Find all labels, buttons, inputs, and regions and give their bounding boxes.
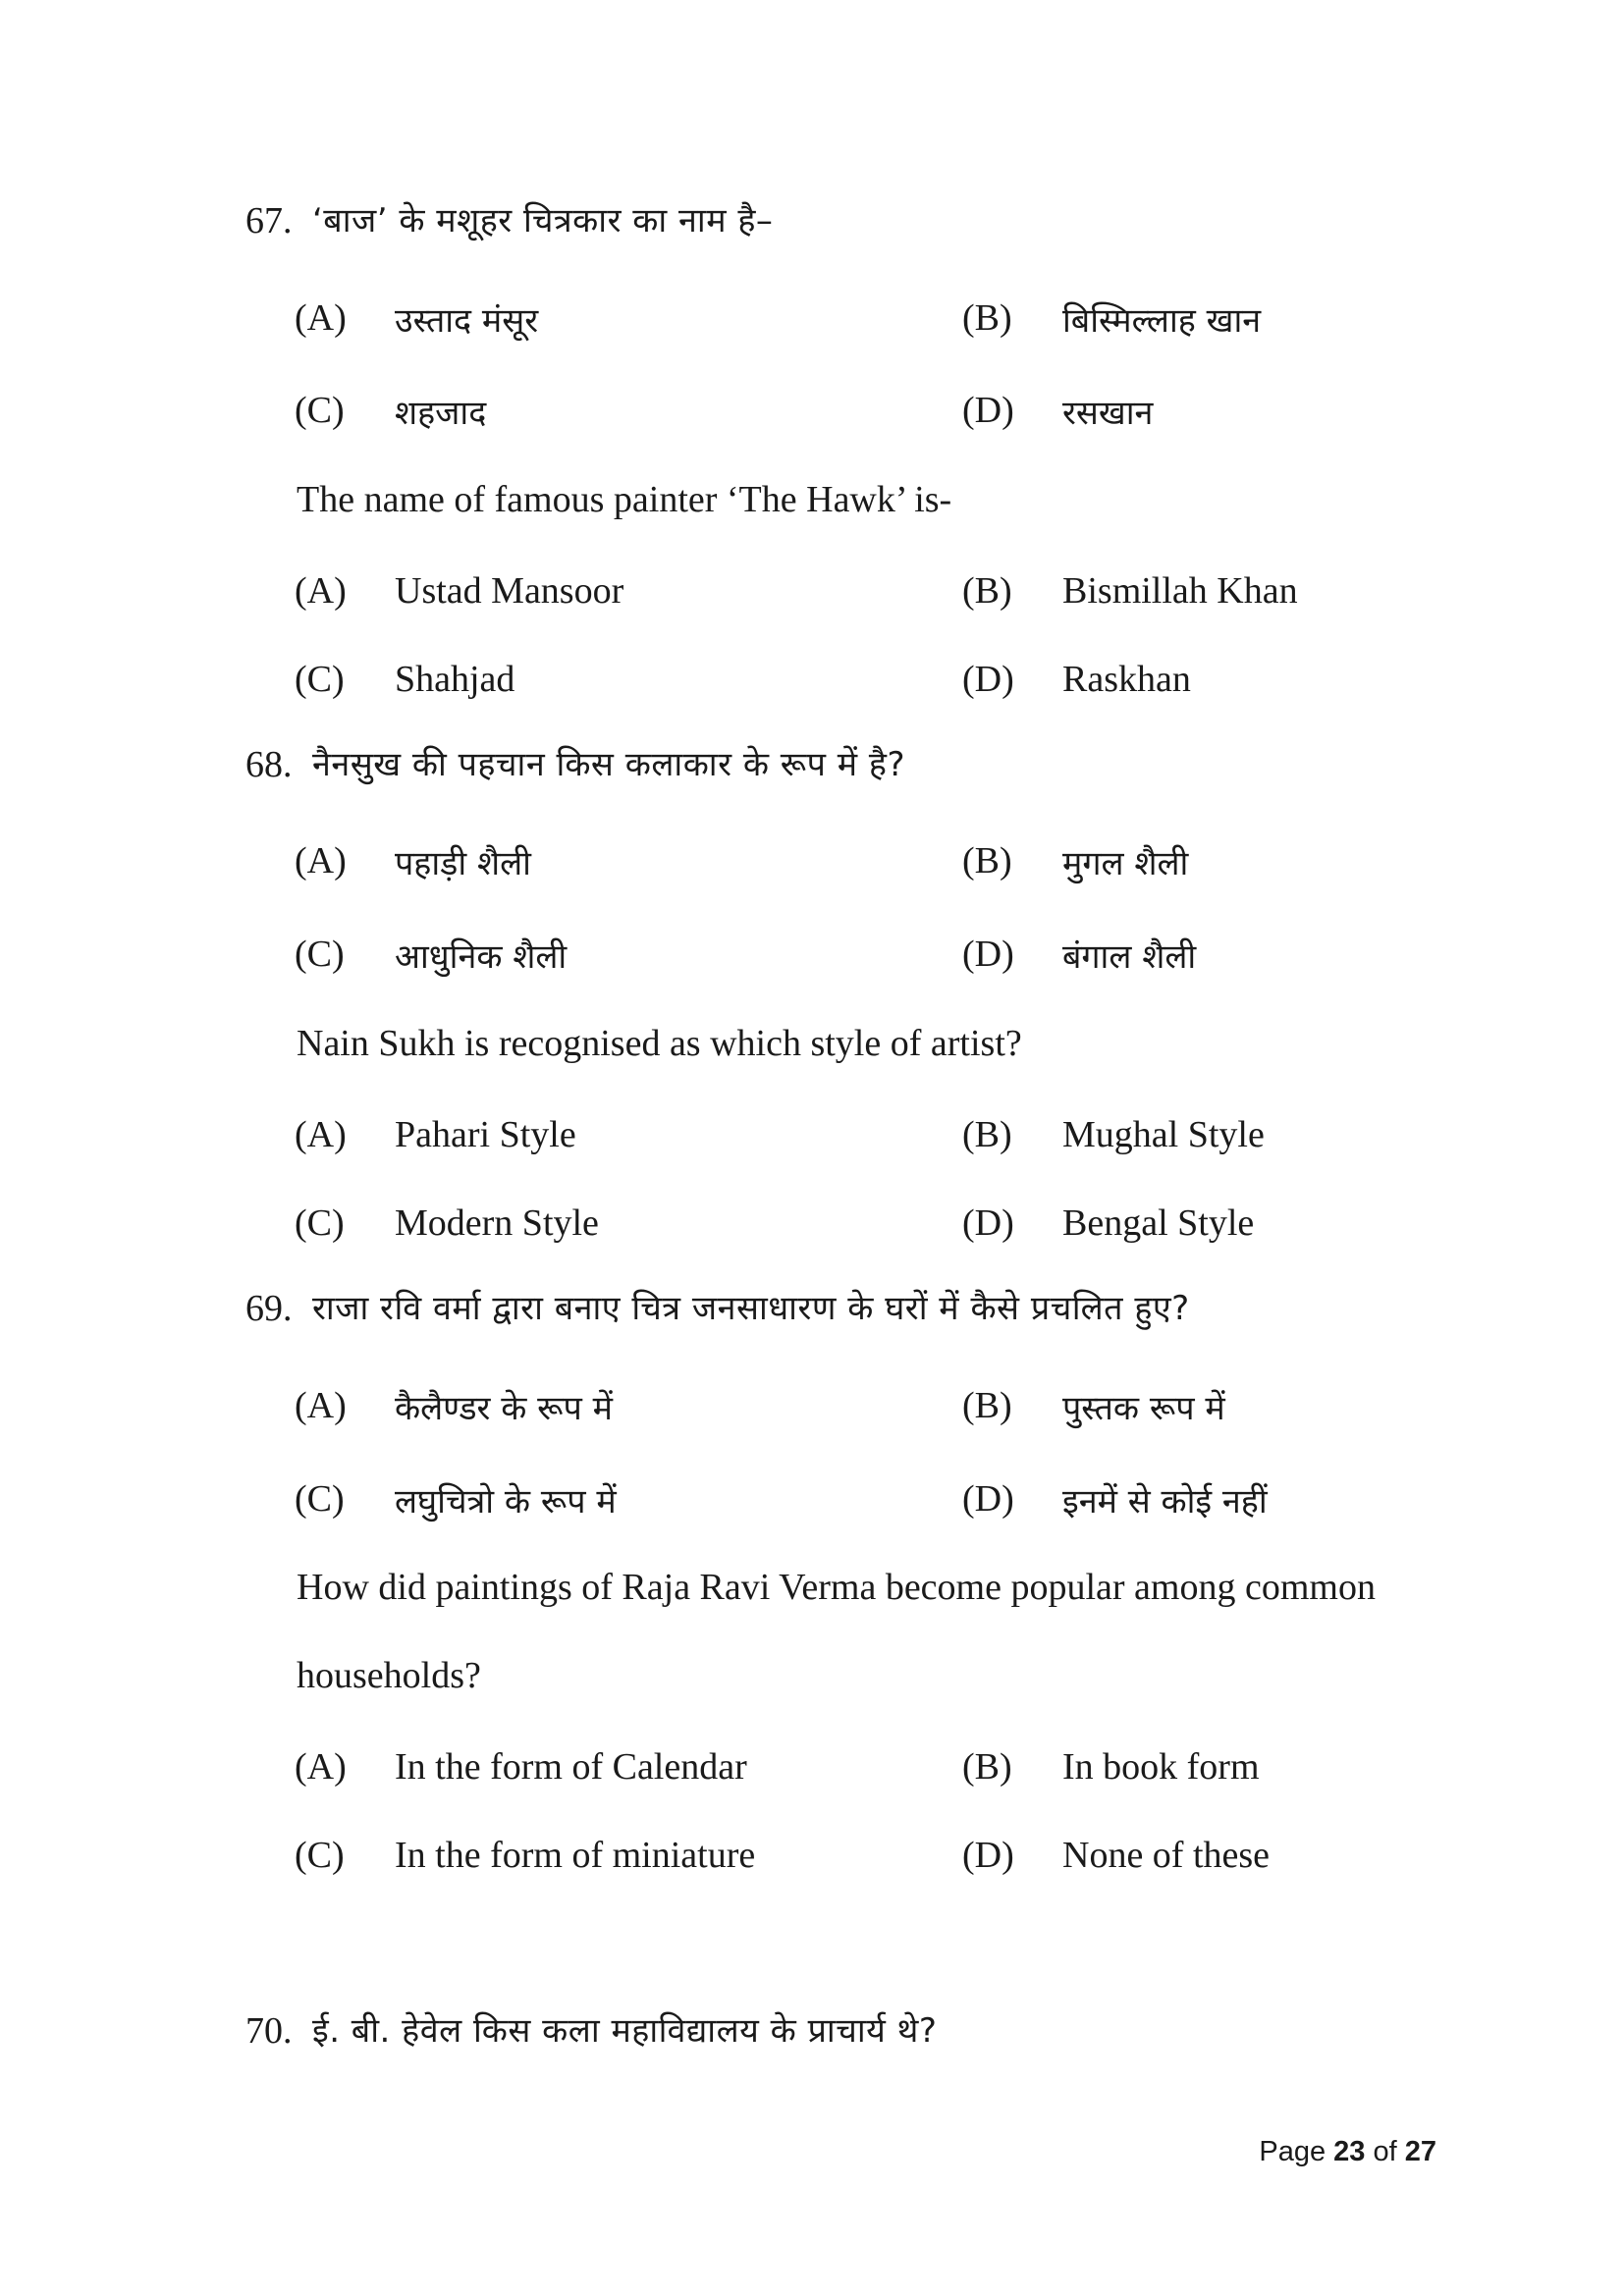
question-text-english: The name of famous painter ‘The Hawk’ is- — [297, 479, 952, 520]
question-text-hindi: ई. बी. हेवेल किस कला महाविद्यालय के प्राचार्य थे? — [312, 2011, 938, 2051]
option-text-hindi: आधुनिक शैली — [395, 937, 568, 977]
option-label: (A) — [295, 1746, 347, 1788]
option-label: (A) — [295, 840, 347, 881]
option-text-hindi: मुगल शैली — [1062, 844, 1189, 883]
question-number: 69. — [245, 1288, 293, 1329]
option-label: (D) — [962, 659, 1014, 700]
option-label: (D) — [962, 390, 1014, 431]
option-label: (D) — [962, 1202, 1014, 1244]
option-text-hindi: इनमें से कोई नहीं — [1062, 1482, 1268, 1522]
option-label: (A) — [295, 570, 347, 612]
option-text-english: Shahjad — [395, 659, 515, 700]
option-label: (A) — [295, 1385, 347, 1426]
current-page-number: 23 — [1333, 2136, 1366, 2167]
question-text-english: How did paintings of Raja Ravi Verma become popular among common — [297, 1567, 1376, 1608]
option-text-hindi: बंगाल शैली — [1062, 937, 1197, 977]
option-label: (D) — [962, 1478, 1014, 1520]
option-text-english: In the form of miniature — [395, 1835, 756, 1876]
question-text-hindi: राजा रवि वर्मा द्वारा बनाए चित्र जनसाधारण के घरों में कैसे प्रचलित हुए? — [312, 1289, 1190, 1328]
option-label: (D) — [962, 1835, 1014, 1876]
of-word: of — [1373, 2136, 1397, 2167]
question-text-hindi: ‘बाज’ के मशूहर चित्रकार का नाम है– — [312, 201, 774, 240]
option-text-english: Pahari Style — [395, 1114, 576, 1155]
option-label: (C) — [295, 390, 345, 431]
option-text-hindi: पहाड़ी शैली — [395, 844, 531, 883]
option-text-english: In the form of Calendar — [395, 1746, 747, 1788]
question-text-hindi: नैनसुख की पहचान किस कलाकार के रूप में है? — [312, 745, 906, 784]
option-text-english: Modern Style — [395, 1202, 599, 1244]
question-number: 70. — [245, 2010, 293, 2052]
option-text-hindi: पुस्तक रूप में — [1062, 1389, 1225, 1428]
option-label: (B) — [962, 1385, 1012, 1426]
option-text-english: Bismillah Khan — [1062, 570, 1298, 612]
option-label: (C) — [295, 1835, 345, 1876]
question-number: 67. — [245, 200, 293, 241]
option-text-hindi: रसखान — [1062, 394, 1154, 433]
option-label: (B) — [962, 1114, 1012, 1155]
question-number: 68. — [245, 744, 293, 785]
option-label: (A) — [295, 1114, 347, 1155]
question-text-english-continued: households? — [297, 1655, 481, 1696]
option-text-hindi: बिस्मिल्लाह खान — [1062, 301, 1262, 341]
option-text-english: Mughal Style — [1062, 1114, 1265, 1155]
page-word: Page — [1259, 2136, 1326, 2167]
option-label: (B) — [962, 840, 1012, 881]
option-text-hindi: लघुचित्रो के रूप में — [395, 1482, 617, 1522]
option-text-english: Bengal Style — [1062, 1202, 1255, 1244]
page-number-footer — [1259, 2136, 1436, 2168]
option-label: (C) — [295, 659, 345, 700]
option-text-hindi: कैलैण्डर के रूप में — [395, 1389, 614, 1428]
option-label: (B) — [962, 297, 1012, 339]
total-pages-number: 27 — [1404, 2136, 1436, 2167]
option-label: (C) — [295, 1478, 345, 1520]
option-text-english: In book form — [1062, 1746, 1260, 1788]
option-label: (C) — [295, 1202, 345, 1244]
option-text-english: Ustad Mansoor — [395, 570, 624, 612]
option-label: (A) — [295, 297, 347, 339]
option-text-english: None of these — [1062, 1835, 1271, 1876]
question-text-english: Nain Sukh is recognised as which style of artist? — [297, 1023, 1022, 1064]
option-label: (D) — [962, 934, 1014, 975]
option-text-english: Raskhan — [1062, 659, 1191, 700]
option-label: (C) — [295, 934, 345, 975]
option-label: (B) — [962, 570, 1012, 612]
option-text-hindi: शहजाद — [395, 394, 487, 433]
option-text-hindi: उस्ताद मंसूर — [395, 301, 539, 341]
option-label: (B) — [962, 1746, 1012, 1788]
